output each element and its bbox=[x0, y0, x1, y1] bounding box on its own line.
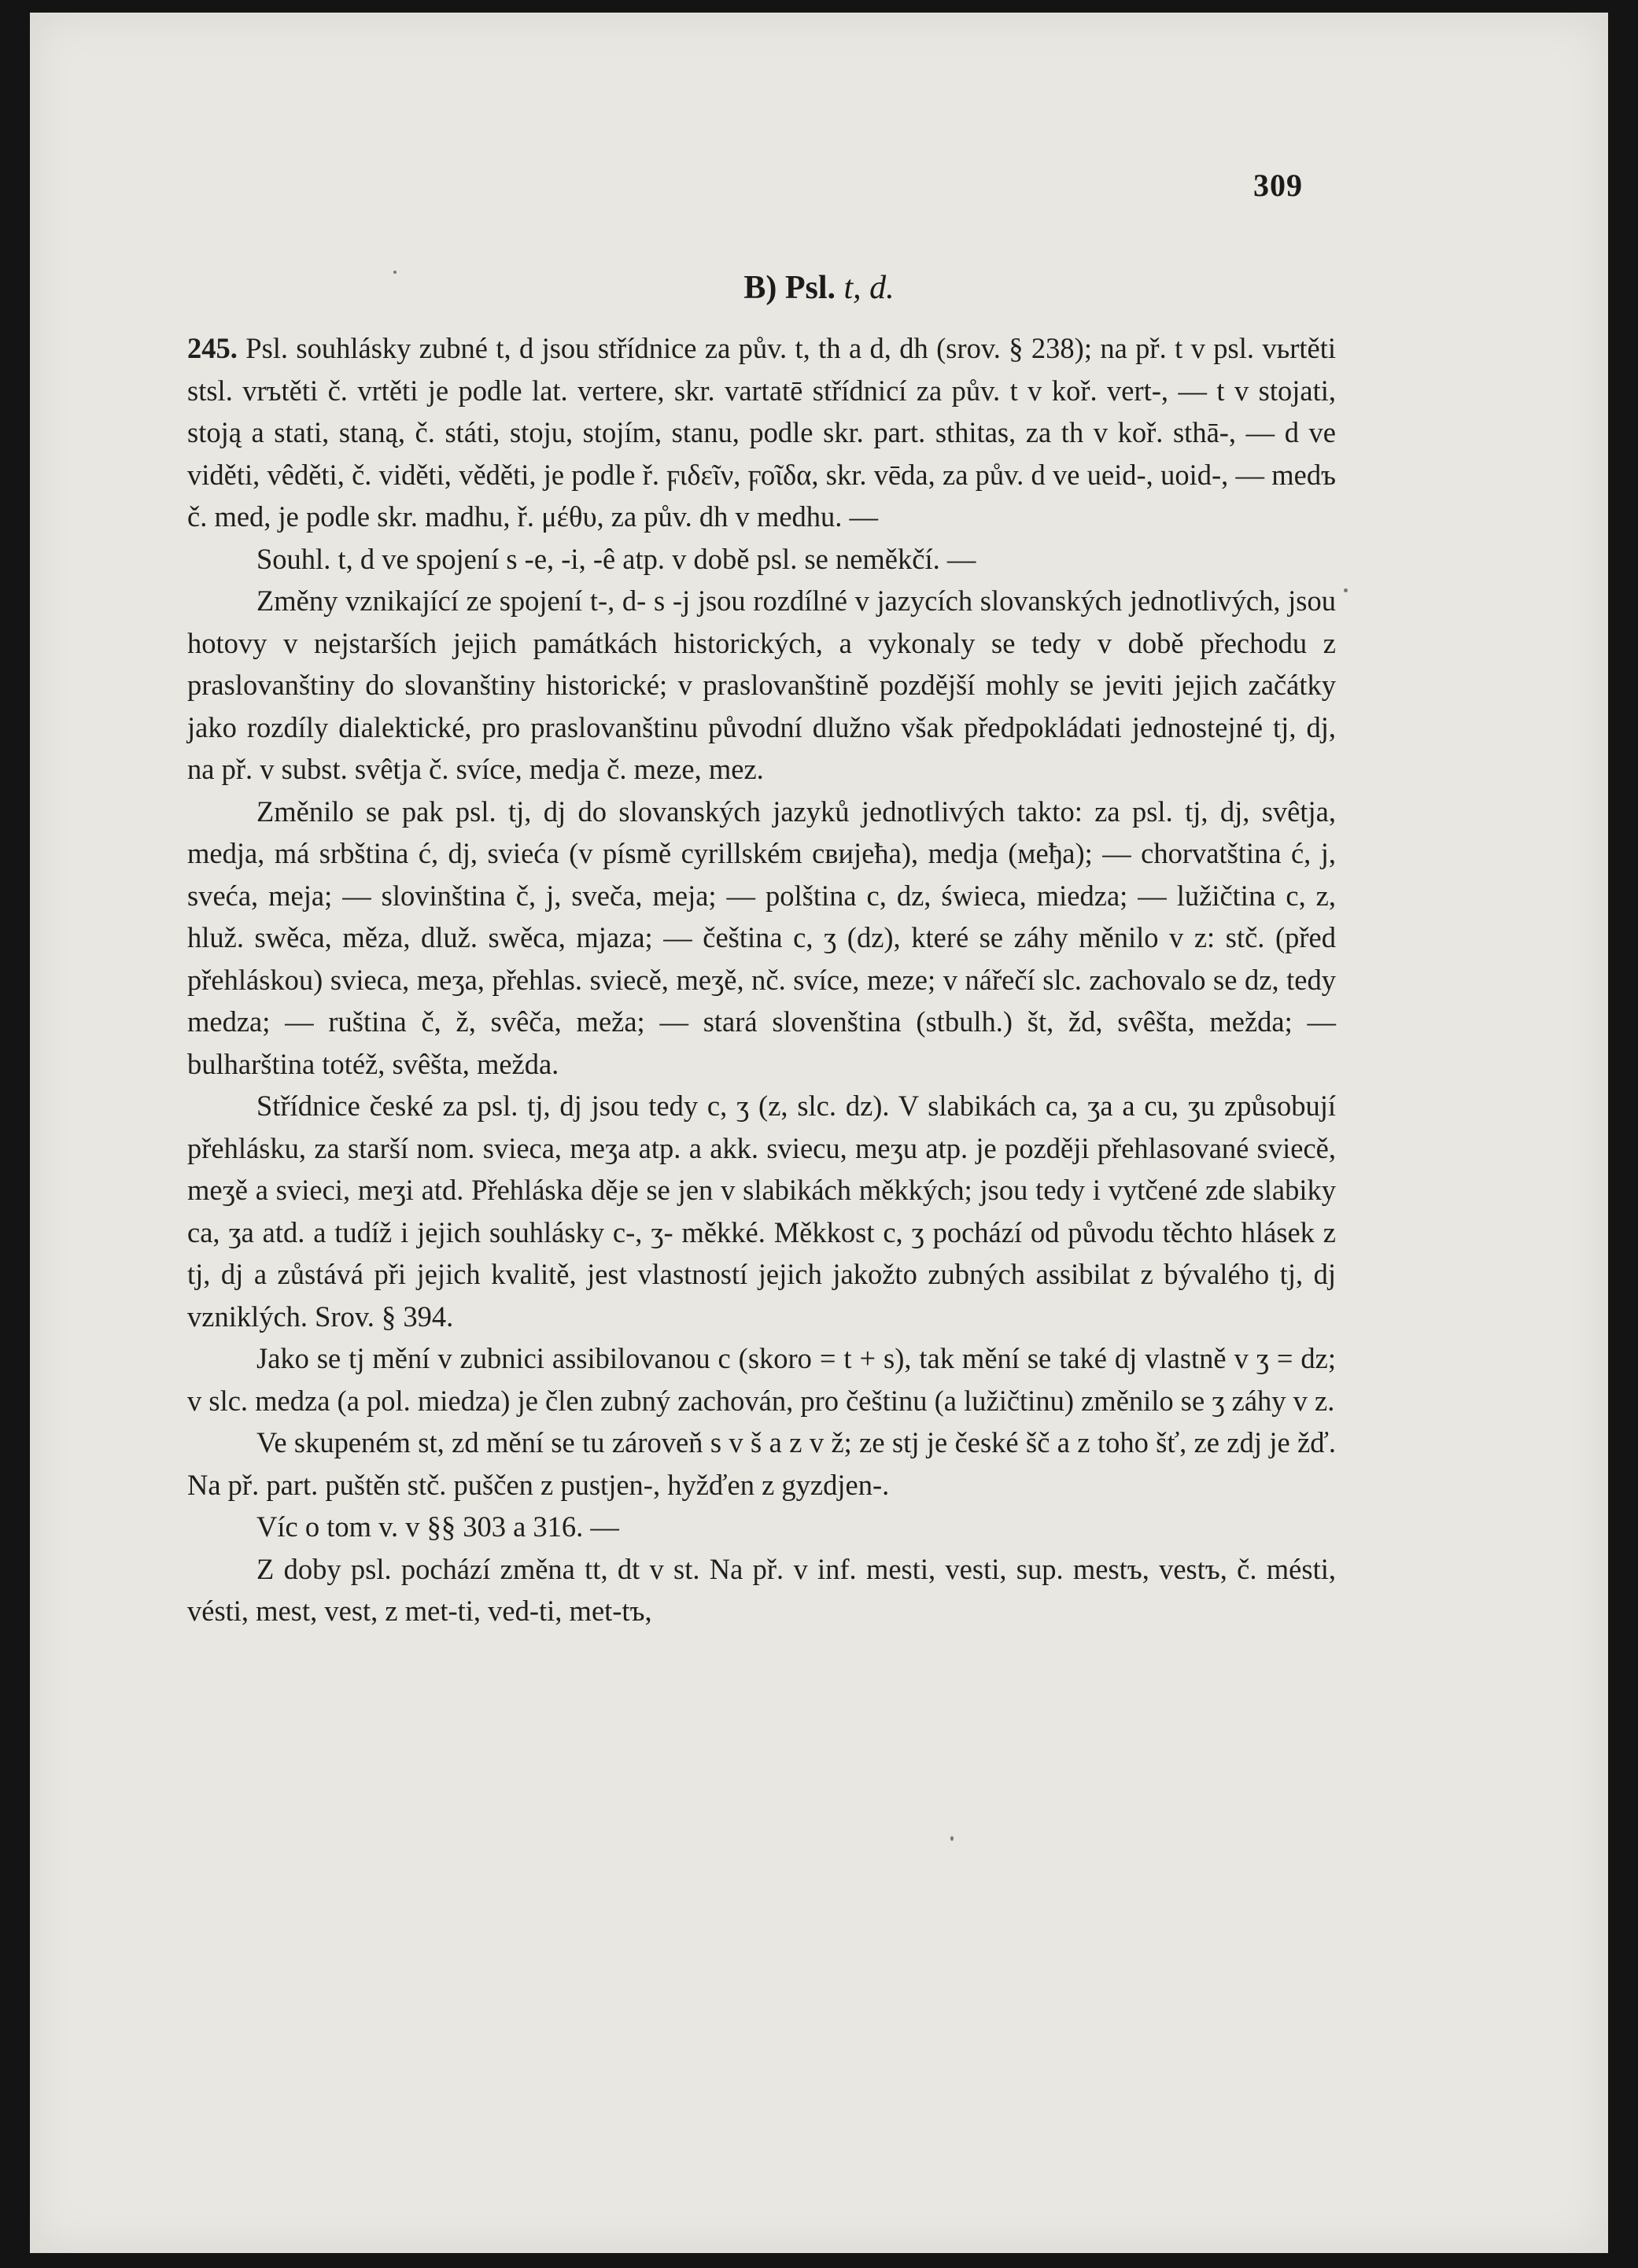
text-body bbox=[187, 327, 1336, 1632]
paragraph: Ve skupeném st, zd mění se tu zároveň s v š a z v ž; ze stj je české šč a z toho šť, ze zdj je žď. Na př. part. puštěn stč. puščen z pustjen-, hyžďen z gyzdjen-. bbox=[187, 1426, 1336, 1501]
paragraph: Jako se tj mění v zubnici assibilovanou c (skoro = t + s), tak mění se také dj vlastně v ʒ = dz; v slc. medza (a pol. miedza) je člen zubný zachován, pro češtinu (a lužičtinu) změnilo se ʒ záhy v z. bbox=[187, 1342, 1336, 1417]
scanned-page bbox=[30, 13, 1608, 2253]
scan-speck bbox=[1344, 588, 1348, 592]
paragraph: Z doby psl. pochází změna tt, dt v st. Na př. v inf. mesti, vesti, sup. mestъ, vestъ, č. mésti, vésti, mest, vest, z met-ti, ved-ti, met-tъ, bbox=[187, 1552, 1336, 1627]
section-heading bbox=[30, 269, 1608, 307]
paragraph: Souhl. t, d ve spojení s -e, -i, -ê atp. v době psl. se neměkčí. — bbox=[256, 542, 976, 575]
paragraph: Změnilo se pak psl. tj, dj do slovanských jazyků jednotlivých takto: za psl. tj, dj, svêtja, medja, má srbština ć, dj, svieća (v písmě cyrillském свијећа), medja (међа); — chorvatština ć, j, sveća, meja; — slovinština č, j, sveča, meja; — polština c, dz, świeca, miedza; — lužičtina c, z, hluž. swěca, měza, dluž. swěca, mjaza; — čeština c, ʒ (dz), které se záhy měnilo v z: stč. (před přehláskou) svieca, meʒa, přehlas. sviecě, meʒě, nč. svíce, meze; v nářečí slc. zachovalo se dz, tedy medza; — ruština č, ž, svêča, meža; — stará slovenština (stbulh.) št, žd, svêšta, mežda; — bulharština totéž, svêšta, mežda. bbox=[187, 795, 1336, 1080]
section-heading-label: B) Psl. bbox=[743, 270, 836, 306]
scan-speck bbox=[393, 271, 397, 274]
paragraph-245 bbox=[187, 327, 1336, 538]
section-heading-letters: t, d. bbox=[843, 270, 895, 306]
paragraph-number: 245. bbox=[187, 332, 238, 364]
page-number: 309 bbox=[1253, 168, 1303, 203]
paragraph: Víc o tom v. v §§ 303 a 316. — bbox=[256, 1510, 619, 1543]
scan-speck bbox=[950, 1836, 954, 1841]
paragraph: Střídnice české za psl. tj, dj jsou tedy c, ʒ (z, slc. dz). V slabikách ca, ʒa a cu, ʒu způsobují přehlásku, za starší nom. svieca, meʒa atp. a akk. sviecu, meʒu atp. je později přehlasované sviecě, meʒě a svieci, meʒi atd. Přehláska děje se jen v slabikách měkkých; jsou tedy i vytčené zde slabiky ca, ʒa atd. a tudíž i jejich souhlásky c-, ʒ- měkké. Měkkost c, ʒ pochází od původu těchto hlásek z tj, dj a zůstává při jejich kvalitě, jest vlastností jejich jakožto zubných assibilat z bývalého tj, dj vzniklých. Srov. § 394. bbox=[187, 1090, 1336, 1333]
paragraph-text: Psl. souhlásky zubné t, d jsou střídnice za pův. t, th a d, dh (srov. § 238); na př. t v psl. vьrtěti stsl. vrъtěti č. vrtěti je podle lat. vertere, skr. vartatē střídnicí za pův. t v koř. vert-, — t v stojati, stoją a stati, staną, č. státi, stoju, stojím, stanu, podle skr. part. sthitas, za th v koř. sthā-, — d ve viděti, vêděti, č. viděti, věděti, je podle ř. ϝιδεῖν, ϝοῖδα, skr. vēda, za pův. d ve ueid-, uoid-, — medъ č. med, je podle skr. madhu, ř. μέθυ, za pův. dh v medhu. — bbox=[187, 332, 1337, 533]
paragraph: Změny vznikající ze spojení t-, d- s -j jsou rozdílné v jazycích slovanských jednotlivých, jsou hotovy v nejstarších jejich památkách historických, a vykonaly se tedy v době přechodu z praslovanštiny do slovanštiny historické; v praslovanštině pozdější mohly se jeviti jejich začátky jako rozdíly dialektické, pro praslovanštinu původní dlužno však předpokládati jednostejné tj, dj, na př. v subst. svêtja č. svíce, medja č. meze, mez. bbox=[187, 585, 1336, 785]
